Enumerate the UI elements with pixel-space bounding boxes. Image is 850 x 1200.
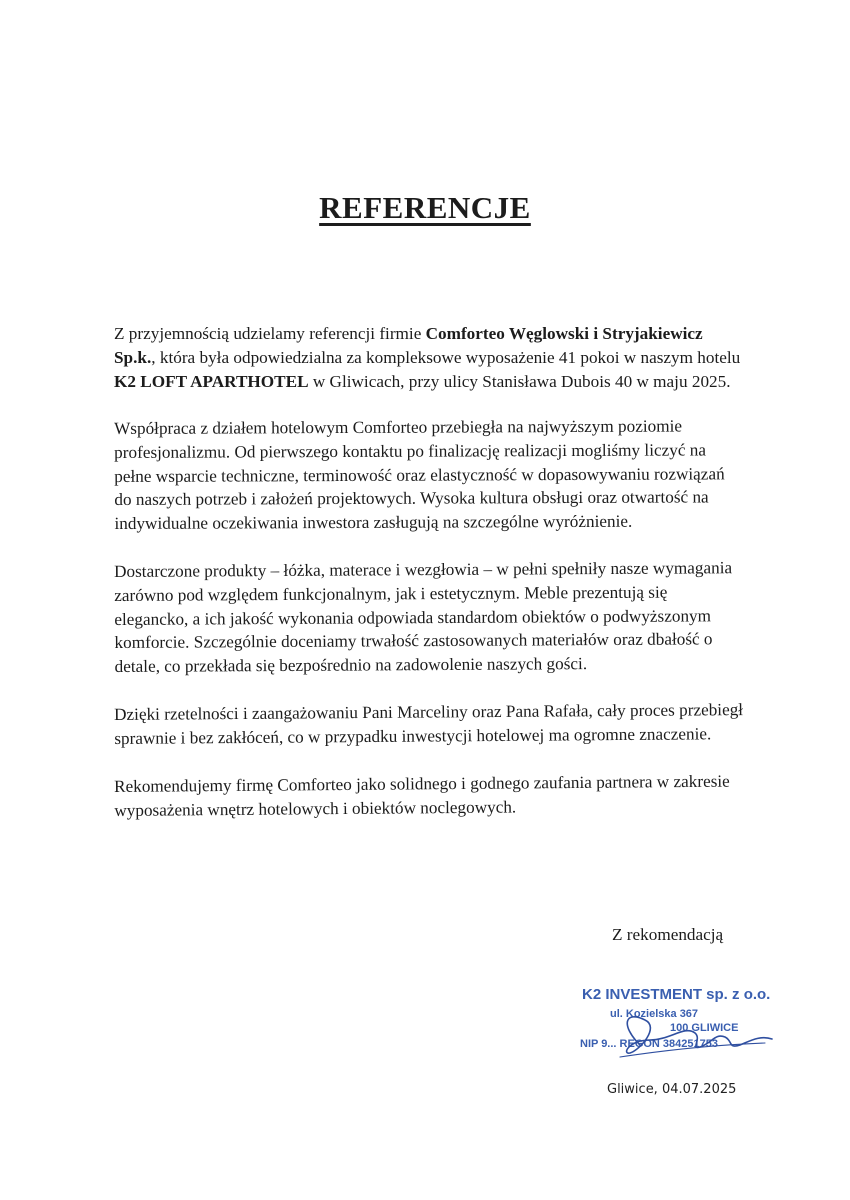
paragraph-products: Dostarczone produkty – łóżka, materace i wezgłowia – w pełni spełniły nasze wymagania zarówno pod względem funkcjonalnym, jak i estetycznym. Meble prezentują się elegancko, a ich jakość wykonania odpowiada standardom obiektów o podwyższonym komforcie. Szczególnie doceniamy trwałość zastosowanych materiałów oraz dbałość o detale, co przekłada się bezpośrednio na zadowolenie naszych gości.: [114, 558, 733, 677]
handwritten-signature: [600, 995, 780, 1065]
paragraph-recommendation: Rekomendujemy firmę Comforteo jako solidnego i godnego zaufania partnera w zakresie wyposażenia wnętrz hotelowych i obiektów noclegowych.: [114, 771, 730, 820]
intro-text-2: , która była odpowiedzialna za kompleksowe wyposażenie 41 pokoi w naszym hotelu: [151, 347, 741, 367]
paragraph-cooperation: Współpraca z działem hotelowym Comforteo przebiegła na najwyższym poziomie profesjonalizmu. Od pierwszego kontaktu po finalizację realizacji mogliśmy liczyć na pełne wsparcie techniczne, terminowość oraz elastyczność w dopasowywaniu rozwiązań do naszych potrzeb i założeń projektowych. Wysoka kultura obsługi oraz otwartość na indywidualne oczekiwania inwestora zasługują na szczególne wyróżnienie.: [114, 416, 725, 534]
company-name: Comforteo Węglowski i Stryjakiewicz Sp.k.: [114, 324, 703, 367]
stamp-city: 100 GLIWICE: [670, 1022, 739, 1034]
stamp-company-name: K2 INVESTMENT sp. z o.o.: [582, 986, 771, 1003]
stamp-ids: NIP 9... REGON 384251753: [580, 1038, 718, 1050]
closing-phrase: Z rekomendacją: [612, 925, 724, 944]
intro-text-3: w Gliwicach, przy ulicy Stanisława Dubois 40 w maju 2025.: [308, 371, 731, 391]
document-title: REFERENCJE: [319, 190, 531, 225]
hotel-name: K2 LOFT APARTHOTEL: [114, 371, 309, 391]
paragraph-intro: [114, 322, 744, 393]
letter-body: [114, 322, 744, 847]
intro-text-1: Z przyjemnością udzielamy referencji firmie: [114, 324, 426, 343]
stamp-address: ul. Kozielska 367: [610, 1008, 699, 1020]
paragraph-thanks: Dzięki rzetelności i zaangażowaniu Pani Marceliny oraz Pana Rafała, cały proces przebiegł sprawnie i bez zakłóceń, co w przypadku inwestycji hotelowej ma ogromne znaczenie.: [114, 700, 744, 749]
document-date: Gliwice, 04.07.2025: [607, 1082, 737, 1097]
